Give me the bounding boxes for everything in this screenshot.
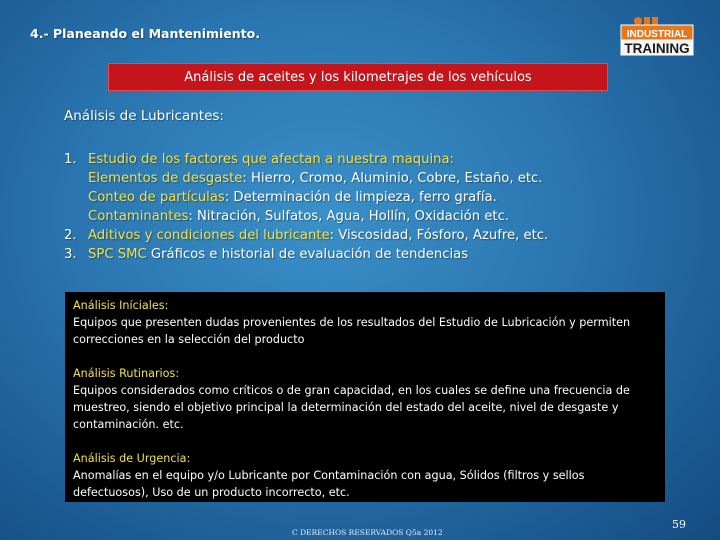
subitem-detail: : Determinación de limpieza, ferro grafía.: [224, 190, 497, 205]
list-number: 2.: [64, 228, 77, 243]
subitem-label: Elementos de desgaste: [88, 171, 243, 186]
subitem-label: Contaminantes: [88, 209, 189, 224]
list-item-label: Aditivos y condiciones del lubricante: [88, 228, 330, 243]
list-number: 3.: [64, 247, 77, 262]
analysis-block-title: Análisis de Urgencia:: [73, 452, 191, 465]
analysis-block-title: Análisis Iníciales:: [73, 299, 169, 312]
list-item-detail: : Viscosidad, Fósforo, Azufre, etc.: [329, 228, 549, 243]
list-item-text: Estudio de los factores que afectan a nuestra maquina:: [88, 152, 454, 167]
list-item: [64, 150, 664, 169]
copyright-footer: C DERECHOS RESERVADOS Q5a 2012: [292, 528, 443, 537]
subitem: [64, 169, 664, 188]
subitem: [64, 188, 664, 207]
analysis-block: [73, 450, 657, 501]
subitem-detail: : Hierro, Cromo, Aluminio, Cobre, Estaño, etc.: [242, 171, 543, 186]
analysis-list: [64, 150, 664, 264]
industrial-training-logo: [620, 16, 696, 56]
section-heading: Análisis de Lubricantes:: [64, 108, 224, 124]
analysis-block: [73, 297, 657, 348]
list-item: [64, 226, 664, 245]
analysis-types-box: [65, 292, 665, 502]
logo-training-text: TRAINING: [624, 41, 690, 56]
list-item-label: SPC SMC: [88, 247, 147, 262]
topic-banner: Análisis de aceites y los kilometrajes de los vehículos: [108, 63, 608, 91]
list-item-detail: Gráficos e historial de evaluación de tendencias: [146, 247, 469, 262]
analysis-block-body: Anomalías en el equipo y/o Lubricante por Contaminación con agua, Sólidos (filtros y sellos defectuosos), Uso de un producto incorrecto, etc.: [73, 469, 585, 499]
list-item: [64, 245, 664, 264]
subitem: [64, 207, 664, 226]
analysis-block-title: Análisis Rutinarios:: [73, 367, 180, 380]
slide-title: 4.- Planeando el Mantenimiento.: [30, 26, 260, 41]
subitem-detail: : Nitración, Sulfatos, Agua, Hollín, Oxidación etc.: [188, 209, 510, 224]
analysis-block-body: Equipos que presenten dudas provenientes de los resultados del Estudio de Lubricación y permiten correcciones en la selección del producto: [73, 316, 631, 346]
page-number: 59: [672, 518, 686, 531]
analysis-block-body: Equipos considerados como críticos o de gran capacidad, en los cuales se define una frecuencia de muestreo, siendo el objetivo principal la determinación del estado del aceite, nivel de desgaste y contaminación. etc.: [73, 384, 630, 431]
subitem-label: Conteo de partículas: [88, 190, 225, 205]
logo-industrial-text: INDUSTRIAL: [626, 29, 688, 40]
list-number: 1.: [64, 152, 77, 167]
analysis-block: [73, 365, 657, 433]
